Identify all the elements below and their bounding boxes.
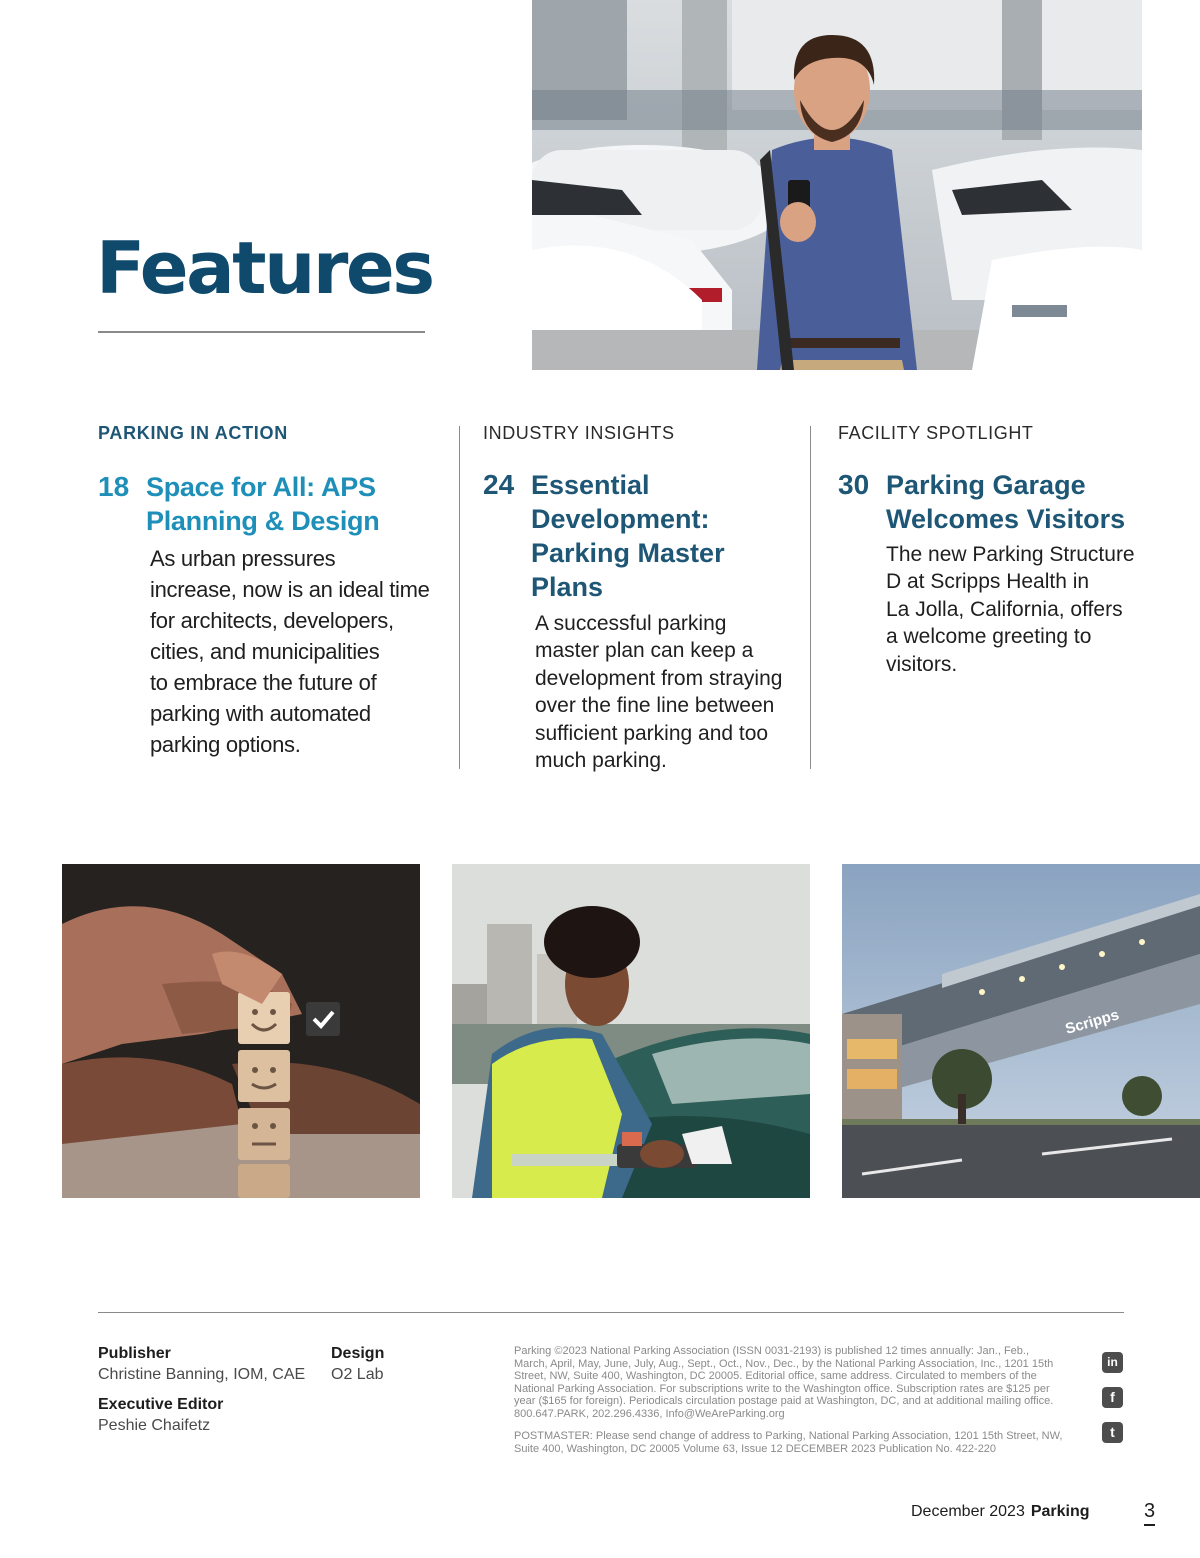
folio-date: December 2023 bbox=[911, 1503, 1025, 1520]
photo-parking-officer bbox=[452, 864, 810, 1198]
postmaster-notice: POSTMASTER: Please send change of address to Parking, National Parking Association, 1201 15th Street, NW, Suite 400, Washington, DC 20005 Volume 63, Issue 12 DECEMBER 2023 Publication No. 422-220 bbox=[514, 1430, 1063, 1455]
article-blurb: The new Parking Structure D at Scripps Health in La Jolla, California, offers a welcome greeting to visitors. bbox=[886, 543, 1135, 676]
section-kicker: FACILITY SPOTLIGHT bbox=[838, 423, 1034, 443]
scripps-sign: Scripps bbox=[1063, 1006, 1122, 1038]
section-kicker: PARKING IN ACTION bbox=[98, 423, 288, 443]
hero-photo bbox=[532, 0, 1142, 370]
article-headline[interactable]: Essential Development: Parking Master Plans bbox=[531, 470, 725, 602]
linkedin-icon[interactable]: in bbox=[1102, 1352, 1123, 1373]
photo-scripps-garage bbox=[842, 864, 1200, 1198]
article-headline[interactable]: Parking Garage Welcomes Visitors bbox=[886, 470, 1126, 534]
feature-facility-spotlight[interactable] bbox=[838, 422, 1158, 678]
masthead-editor: Executive Editor Peshie Chaifetz bbox=[98, 1396, 224, 1434]
facebook-icon[interactable]: f bbox=[1102, 1387, 1123, 1408]
footer-divider bbox=[98, 1312, 1124, 1313]
section-kicker: INDUSTRY INSIGHTS bbox=[483, 423, 675, 443]
article-headline[interactable]: Space for All: APS Planning & Design bbox=[146, 472, 380, 536]
page-number: 3 bbox=[1144, 1500, 1155, 1526]
folio-magazine: Parking bbox=[1030, 1503, 1090, 1520]
feature-parking-in-action[interactable] bbox=[98, 422, 448, 760]
article-blurb: A successful parking master plan can keep a development from straying over the fine line between sufficient parking and too much parking. bbox=[535, 612, 783, 773]
feature-industry-insights[interactable] bbox=[483, 422, 803, 774]
article-blurb: As urban pressures increase, now is an ideal time for architects, developers, cities, and municipalities to embrace the future of parking with automated parking options. bbox=[150, 546, 430, 757]
tumblr-icon[interactable]: t bbox=[1102, 1422, 1123, 1443]
page-title: Features bbox=[96, 226, 433, 310]
publication-notice: Parking ©2023 National Parking Association (ISSN 0031-2193) is published 12 times annually: Jan., Feb., March, April, May, June, July, Aug., Sept., Oct., Nov., Dec., by the National Parking Association, Inc., 1201 15th Street, NW, Suite 400, Washington, DC 20005. Editorial office, same address. Circulated to members of the National Parking Association. For subscriptions write to the Washington office. Subscription rates are $125 per year ($165 for foreign). Periodicals circulation postage paid at Washington, DC, and at additional mailing office. 800.647.PARK, 202.296.4336, Info@WeAreParking.org bbox=[514, 1345, 1054, 1420]
masthead-publisher: Publisher Christine Banning, IOM, CAE bbox=[98, 1345, 306, 1383]
page-number-ref: 24 bbox=[483, 469, 515, 500]
photo-smiley-blocks bbox=[62, 864, 420, 1198]
page-number-ref: 18 bbox=[98, 471, 130, 502]
page-number-ref: 30 bbox=[838, 469, 870, 500]
folio bbox=[911, 1503, 1090, 1521]
column-divider bbox=[459, 426, 460, 769]
title-divider bbox=[98, 331, 425, 333]
column-divider bbox=[810, 426, 811, 769]
masthead-design: Design O2 Lab bbox=[331, 1345, 385, 1383]
